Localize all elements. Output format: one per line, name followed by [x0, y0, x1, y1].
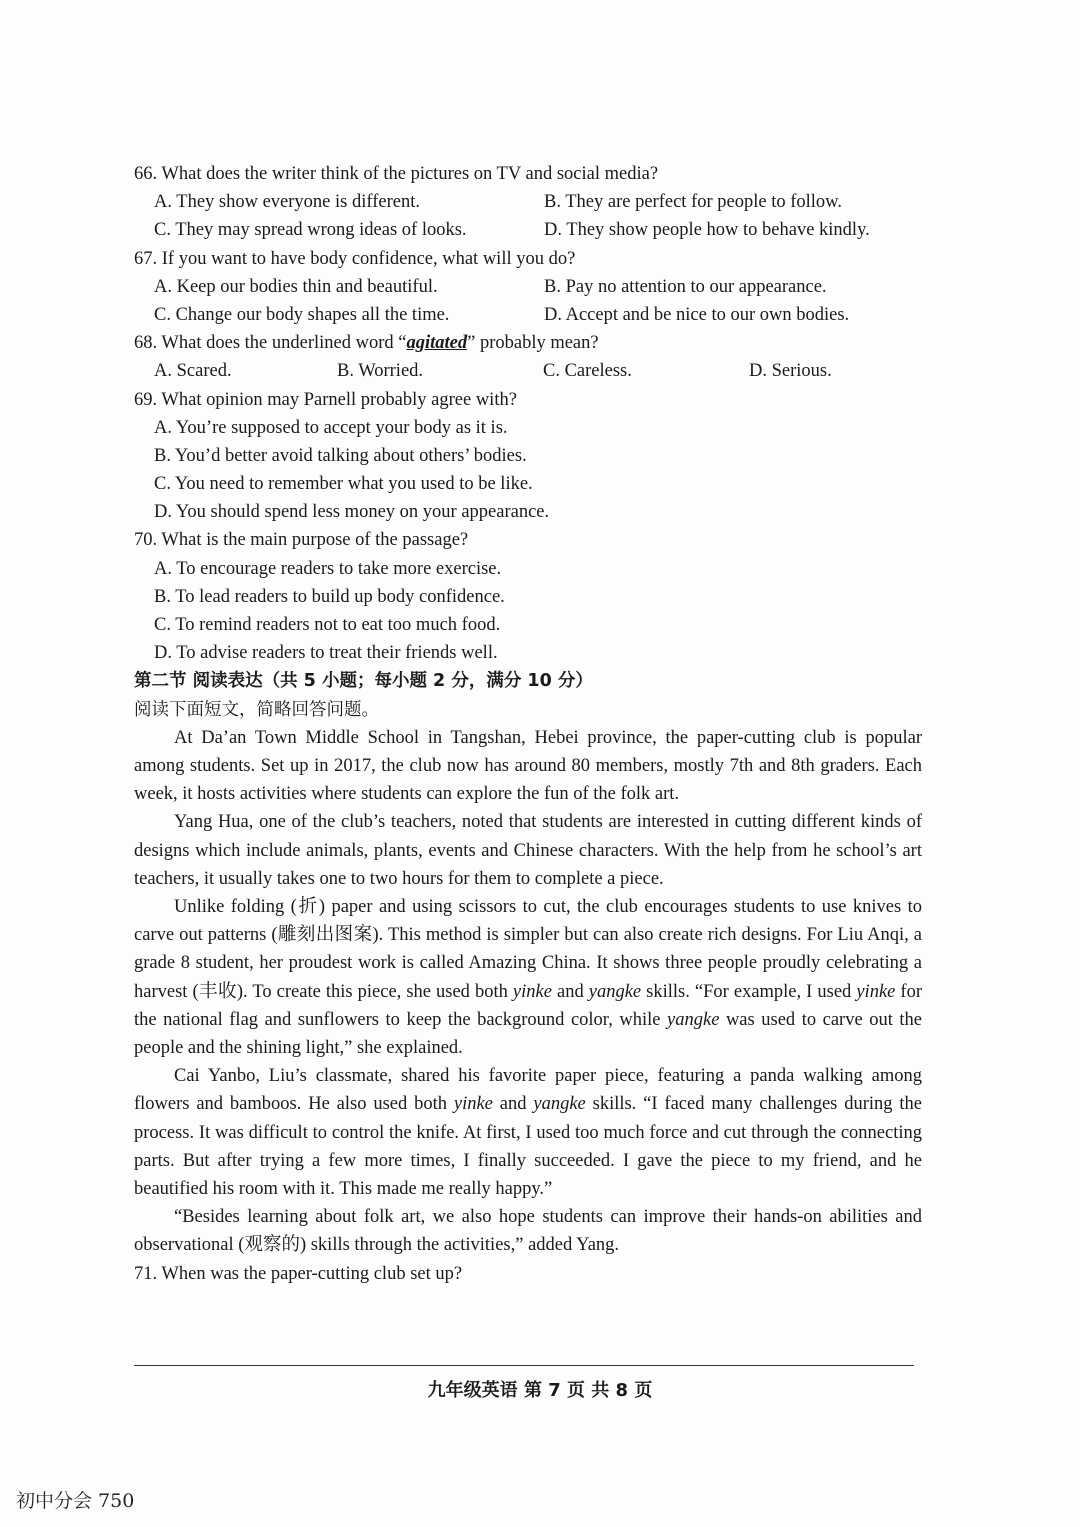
question-69-option-b: B. You’d better avoid talking about others’ bodies. — [154, 445, 527, 466]
page-content — [134, 160, 922, 1288]
question-66-stem: 66. What does the writer think of the pictures on TV and social media? — [134, 164, 659, 184]
question-68-option-d: D. Serious. — [749, 361, 832, 382]
question-68-option-c: C. Careless. — [543, 361, 632, 382]
p3-text-c: skills. “For example, I used — [641, 981, 857, 1002]
question-67-option-a: A. Keep our bodies thin and beautiful. — [154, 276, 438, 297]
question-67-options-row-1 — [134, 273, 922, 301]
page-footer: 九年级英语 第 7 页 共 8 页 — [427, 1380, 653, 1401]
p4-term-yangke: yangke — [533, 1094, 586, 1115]
p3-term-yangke-2: yangke — [667, 1009, 720, 1030]
p3-text-b: and — [551, 981, 589, 1002]
p4-term-yinke: yinke — [453, 1094, 493, 1115]
question-68-stem — [134, 329, 922, 357]
question-67-options-row-2 — [134, 301, 922, 329]
question-66-option-a: A. They show everyone is different. — [154, 192, 420, 213]
p4-text-a: Cai Yanbo, Liu’s classmate, shared his favorite paper piece, featuring a panda walking among flowers and bamboos. He also used both — [134, 1066, 922, 1115]
p3-term-yinke-2: yinke — [856, 981, 896, 1002]
p4-text-b: and — [492, 1094, 534, 1115]
passage-paragraph-1: At Da’an Town Middle School in Tangshan, Hebei province, the paper-cutting club is popular among students. Set up in 2017, the club now has around 80 members, mostly 7th and 8th graders. Each week, it hosts activities where students can explore the fun of the folk art. — [134, 727, 922, 805]
watermark-text: 初中分会 750 — [16, 1490, 135, 1512]
p4-text-c: skills. “I faced many challenges during the process. It was difficult to control the knife. At first, I used too much force and cut through the connecting parts. But after trying a few more times, I finally succeeded. I gave the piece to my friend, and he beautified his room with it. This made me really happy.” — [134, 1094, 923, 1199]
passage-paragraph-5: “Besides learning about folk art, we also hope students can improve their hands-on abilities and observational (观察的) skills through the activities,” added Yang. — [134, 1207, 922, 1256]
question-71-stem: 71. When was the paper-cutting club set up? — [134, 1263, 463, 1284]
section-instruction: 阅读下面短文，简略回答问题。 — [134, 699, 379, 720]
question-70-option-d: D. To advise readers to treat their friends well. — [154, 643, 498, 664]
question-70-stem: 70. What is the main purpose of the passage? — [134, 530, 469, 551]
question-69-option-c: C. You need to remember what you used to be like. — [154, 474, 533, 495]
p3-text-d: for the national flag and sunflowers to keep the background color, while — [134, 981, 922, 1030]
question-68-stem-before: 68. What does the underlined word “ — [134, 333, 407, 354]
question-66-options-row-2 — [134, 216, 922, 244]
question-67-option-d: D. Accept and be nice to our own bodies. — [544, 304, 850, 325]
footer-divider — [134, 1365, 914, 1366]
p3-term-yangke: yangke — [588, 981, 642, 1002]
question-66-options-row-1 — [134, 188, 922, 216]
question-66-option-d: D. They show people how to behave kindly. — [544, 220, 870, 241]
question-67-stem: 67. If you want to have body confidence, what will you do? — [134, 248, 576, 269]
question-70-option-b: B. To lead readers to build up body confidence. — [154, 586, 505, 607]
question-66-option-b: B. They are perfect for people to follow. — [544, 192, 842, 213]
passage-paragraph-3 — [134, 893, 922, 1062]
passage-paragraph-2: Yang Hua, one of the club’s teachers, noted that students are interested in cutting different kinds of designs which include animals, plants, events and Chinese characters. With the help from he school’s art teachers, it usually takes one to two hours for them to complete a piece. — [134, 812, 922, 889]
question-67-option-c: C. Change our body shapes all the time. — [154, 304, 450, 325]
question-68-option-a: A. Scared. — [154, 361, 232, 382]
question-70-option-c: C. To remind readers not to eat too much food. — [154, 615, 501, 635]
question-69-option-a: A. You’re supposed to accept your body as it is. — [154, 417, 508, 438]
question-66-option-c: C. They may spread wrong ideas of looks. — [154, 220, 467, 241]
section-heading: 第二节 阅读表达（共 5 小题；每小题 2 分，满分 10 分） — [134, 671, 593, 692]
passage-paragraph-4 — [134, 1062, 922, 1203]
question-70-option-a: A. To encourage readers to take more exercise. — [154, 558, 502, 579]
question-68-stem-after: ” probably mean? — [467, 333, 599, 354]
question-68-options-row — [134, 357, 922, 385]
underlined-word: agitated — [406, 333, 468, 354]
p3-text-a: Unlike folding (折) paper and using scissors to cut, the club encourages students to use knives to carve out patterns (雕刻出图案). This method is simpler but can also create rich designs. For Liu Anqi, a grade 8 student, her proudest work is called Amazing China. It shows three people proudly celebrating a harvest (丰收). To create this piece, she used both — [134, 896, 922, 1002]
question-67-option-b: B. Pay no attention to our appearance. — [544, 276, 827, 297]
question-68-option-b: B. Worried. — [337, 361, 424, 382]
question-69-option-d: D. You should spend less money on your appearance. — [154, 502, 550, 523]
question-69-stem: 69. What opinion may Parnell probably agree with? — [134, 389, 517, 410]
p3-term-yinke: yinke — [512, 981, 552, 1002]
p3-text-e: was used to carve out the people and the shining light,” she explained. — [134, 1009, 922, 1058]
